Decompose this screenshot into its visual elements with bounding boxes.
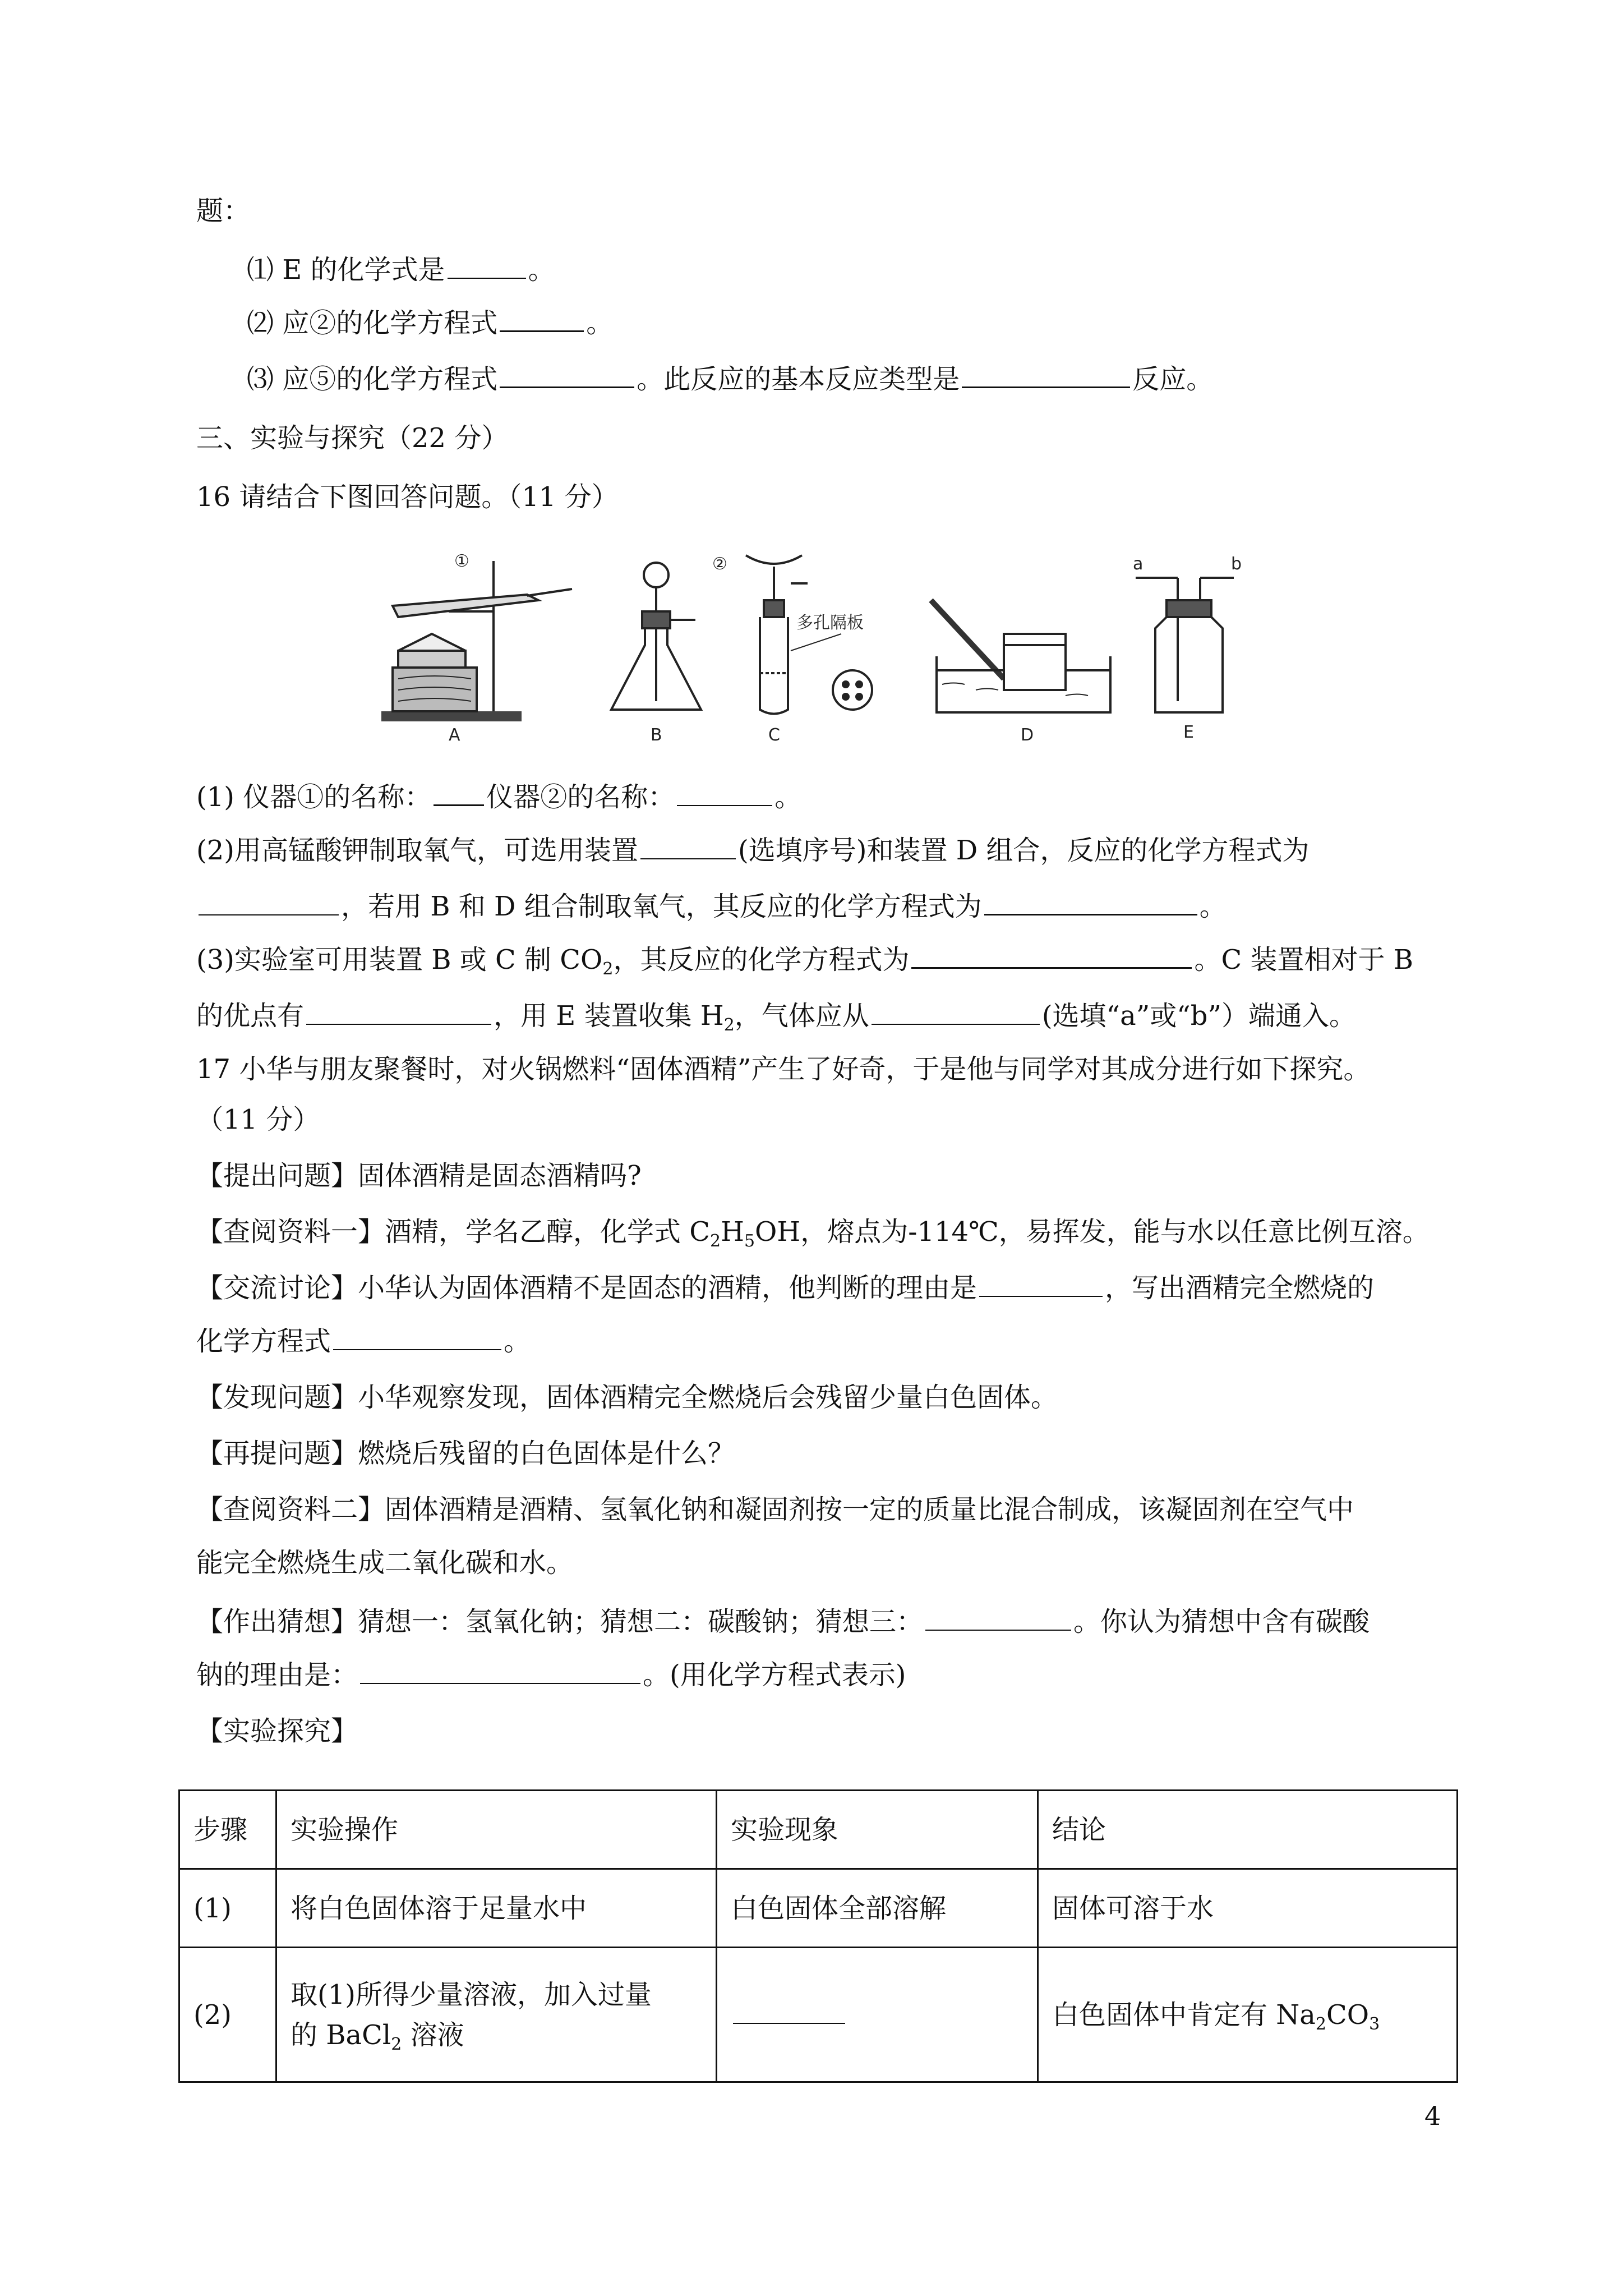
text: 。(用化学方程式表示) (643, 1659, 906, 1691)
answer-blank[interactable] (962, 360, 1130, 388)
text: 白色固体中肯定有 Na (1052, 1999, 1316, 2031)
page-number: 4 (1424, 2101, 1441, 2131)
text: ，写出酒精完全燃烧的 (1105, 1272, 1375, 1304)
text: 。此反应的基本反应类型是 (637, 364, 960, 395)
text: 题： (196, 195, 251, 227)
text: 取(1)所得少量溶液，加入过量 (291, 1978, 652, 2010)
subscript: 2 (723, 1015, 735, 1035)
label-d: D (1021, 725, 1034, 745)
raise-question-2: 【再提问题】燃烧后残留的白色固体是什么？ (196, 1438, 735, 1469)
answer-blank[interactable] (984, 887, 1197, 915)
question-17-score: （11 分） (196, 1104, 320, 1135)
experiment-table (178, 1789, 1458, 2083)
header-phenomenon: 实验现象 (717, 1791, 1038, 1869)
text: 。C 装置相对于 B (1194, 944, 1414, 976)
subscript: 2 (710, 1231, 721, 1251)
question-15-part-2 (247, 303, 1514, 343)
text: 化学方程式 (196, 1326, 331, 1357)
text: 的 BaCl (291, 2019, 391, 2051)
label-b: B (651, 725, 662, 745)
subscript: 2 (391, 2034, 402, 2054)
question-16-part-1 (196, 777, 1464, 817)
question-15-part-3 (247, 359, 1514, 399)
text: ，气体应从 (734, 1000, 869, 1032)
mark-2-label: ② (712, 554, 727, 574)
answer-blank[interactable] (733, 1996, 845, 2024)
subscript: 3 (1369, 2014, 1380, 2034)
answer-blank[interactable] (448, 251, 526, 279)
label-a-port: a (1133, 554, 1144, 574)
apparatus-c (746, 555, 872, 714)
answer-blank[interactable] (434, 777, 484, 806)
text: ⑵ 应②的化学方程式 (247, 307, 498, 339)
answer-blank[interactable] (640, 831, 736, 859)
text: H (721, 1216, 744, 1248)
text: 【查阅资料一】酒精，学名乙醇，化学式 C (196, 1216, 710, 1248)
cell-phenomenon (717, 1948, 1038, 2082)
subscript: 5 (744, 1231, 755, 1251)
question-16-part-2-line-1 (196, 830, 1464, 871)
text: 。 (504, 1326, 531, 1357)
question-16-part-2-line-2 (196, 886, 1464, 927)
label-e: E (1183, 723, 1194, 742)
text: ，若用 B 和 D 组合制取氧气，其反应的化学方程式为 (341, 891, 982, 922)
answer-blank[interactable] (500, 303, 584, 332)
hypothesis-line-2 (196, 1655, 1464, 1695)
raise-question-1: 【提出问题】固体酒精是固态酒精吗? (196, 1160, 642, 1191)
subscript: 2 (602, 959, 614, 979)
reference-info-2-line-1: 【查阅资料二】固体酒精是酒精、氢氧化钠和凝固剂按一定的质量比混合制成，该凝固剂在空气中 (196, 1494, 1354, 1525)
apparatus-a (381, 561, 572, 721)
text: 【交流讨论】小华认为固体酒精不是固态的酒精，他判断的理由是 (196, 1272, 978, 1304)
text: (选填“a”或“b”）端通入。 (1041, 1000, 1357, 1032)
table-row (179, 1948, 1458, 2082)
cell-phenomenon: 白色固体全部溶解 (717, 1869, 1038, 1948)
answer-blank[interactable] (333, 1322, 501, 1350)
table-row (179, 1869, 1458, 1948)
answer-blank[interactable] (306, 997, 491, 1025)
section-3-heading: 三、实验与探究（22 分） (196, 422, 509, 454)
text: (选填序号)和装置 D 组合，反应的化学方程式为 (738, 835, 1310, 866)
continued-question-text (196, 191, 1464, 231)
porous-plate-label: 多孔隔板 (796, 613, 864, 633)
discussion-line-1 (196, 1268, 1464, 1308)
label-a: A (449, 725, 460, 745)
discussion-line-2 (196, 1321, 1464, 1361)
text: CO (1326, 1999, 1370, 2031)
question-16-heading: 16 请结合下图回答问题。（11 分） (196, 481, 619, 513)
hypothesis-line-1 (196, 1602, 1464, 1642)
apparatus-d (931, 600, 1110, 712)
text: 。 (586, 307, 614, 339)
text: 。 (774, 781, 802, 813)
finding-problem: 【发现问题】小华观察发现，固体酒精完全燃烧后会残留少量白色固体。 (196, 1382, 1058, 1413)
question-16-part-3-line-1 (196, 940, 1464, 980)
question-15-part-1 (247, 250, 1514, 290)
text: (3)实验室可用装置 B 或 C 制 CO (196, 944, 603, 976)
answer-blank[interactable] (500, 360, 634, 388)
answer-blank[interactable] (911, 940, 1192, 969)
reference-info-2-line-2: 能完全燃烧生成二氧化碳和水。 (196, 1547, 574, 1579)
cell-operation: 将白色固体溶于足量水中 (276, 1869, 717, 1948)
text: 反应。 (1132, 364, 1214, 395)
text: 的优点有 (196, 1000, 305, 1032)
experiment-heading: 【实验探究】 (196, 1715, 358, 1747)
text: 溶液 (402, 2019, 464, 2051)
answer-blank[interactable] (925, 1603, 1071, 1631)
cell-operation (276, 1948, 717, 2082)
question-16-part-3-line-2 (196, 996, 1464, 1036)
question-17-heading: 17 小华与朋友聚餐时，对火锅燃料“固体酒精”产生了好奇，于是他与同学对其成分进行如下探究。 (196, 1053, 1371, 1085)
subscript: 2 (1315, 2014, 1326, 2034)
label-c: C (768, 725, 780, 745)
mark-1-label: ① (454, 551, 469, 571)
header-conclusion: 结论 (1038, 1791, 1458, 1869)
text: 钠的理由是： (196, 1659, 358, 1691)
text: ⑴ E 的化学式是 (247, 254, 445, 286)
cell-conclusion (1038, 1948, 1458, 2082)
text: 。你认为猜想中含有碳酸 (1073, 1606, 1370, 1637)
reference-info-1 (196, 1212, 1464, 1252)
text: ，其反应的化学方程式为 (613, 944, 910, 976)
answer-blank[interactable] (979, 1269, 1103, 1297)
cell-step: (2) (179, 1948, 276, 2082)
text: ，用 E 装置收集 H (494, 1000, 724, 1032)
text: ⑶ 应⑤的化学方程式 (247, 364, 498, 395)
answer-blank[interactable] (872, 997, 1040, 1025)
text: (2)用高锰酸钾制取氧气，可选用装置 (196, 835, 638, 866)
cell-step: (1) (179, 1869, 276, 1948)
apparatus-figure (359, 550, 1267, 752)
table-header-row (179, 1791, 1458, 1869)
apparatus-e (1136, 578, 1234, 712)
text: OH，熔点为-114℃，易挥发，能与水以任意比例互溶。 (755, 1216, 1430, 1248)
text: 。 (528, 254, 555, 286)
header-operation: 实验操作 (276, 1791, 717, 1869)
cell-conclusion: 固体可溶于水 (1038, 1869, 1458, 1948)
text: (1) 仪器①的名称： (196, 781, 432, 813)
text: 。 (1199, 891, 1227, 922)
answer-blank[interactable] (360, 1656, 640, 1684)
answer-blank[interactable] (199, 887, 339, 915)
text: 仪器②的名称： (486, 781, 675, 813)
apparatus-b (611, 563, 701, 710)
answer-blank[interactable] (677, 778, 772, 806)
text: 【作出猜想】猜想一：氢氧化钠；猜想二：碳酸钠；猜想三： (196, 1606, 924, 1637)
label-b-port: b (1231, 554, 1242, 574)
header-step: 步骤 (179, 1791, 276, 1869)
